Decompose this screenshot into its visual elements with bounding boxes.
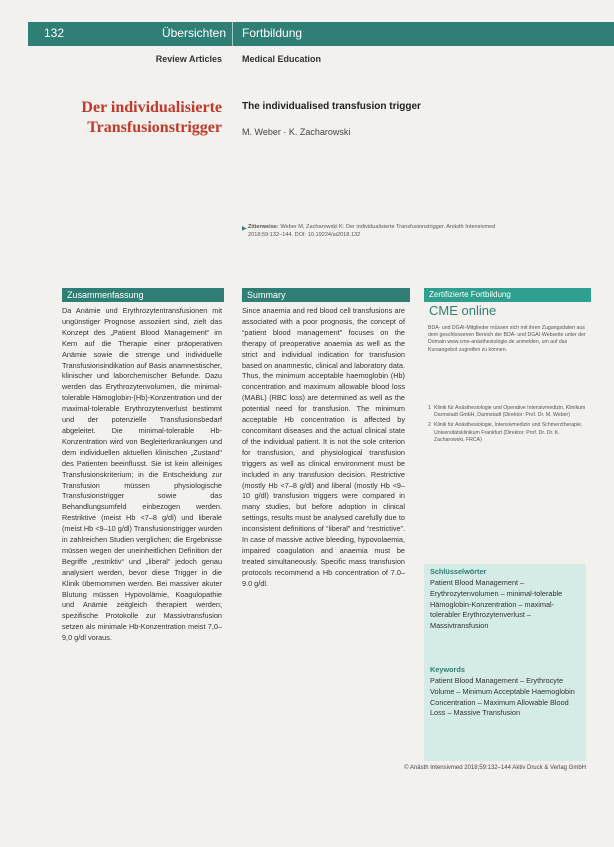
citation [248, 224, 510, 239]
header-divider [232, 22, 233, 46]
affiliation-item [428, 405, 586, 419]
cme-title: CME online [429, 303, 497, 318]
footer: © Anästh Intensivmed 2018;59:132–144 Aktiv Druck & Verlag GmbH [404, 765, 586, 771]
article-title-en: The individualised transfusion trigger [242, 101, 421, 112]
keywords-label-de: Schlüsselwörter [430, 567, 487, 576]
citation-label: Zitierweise: [248, 224, 279, 230]
cme-heading: Zertifizierte Fortbildung [424, 288, 591, 302]
affiliation-text: Klinik für Anästhesiologie, Intensivmedizin und Schmerztherapie, Universitätsklinikum Frankfurt (Direktor: Prof. Dr. Dr. K. Zacharowski, FRCA) [434, 422, 583, 443]
citation-text: Weber M, Zacharowski K: Der individualisierte Transfusionstrigger. Anästh Intensivmed 2018;59:132–144. DOI: 10.19224/ai2018.132 [248, 224, 496, 238]
affiliation-list [428, 405, 586, 447]
zusammenfassung-body: Da Anämie und Erythrozytentransfusionen mit ungünstiger Prognose assoziiert sind, zielt das Konzept des „Patient Blood Management“ im Kern auf die Therapie einer präoperativen Anämie sowie die strenge und individuelle Transfusionsindikation auf Basis anamnestischer, klinischer und laborchemischer Befunde. Dazu werden das Erythrozytenvolumen, die minimal-tolerable Hämoglobin-(Hb)-Konzentration und der maximal-tolerable Erythrozytenverlust bestimmt und der potenzielle Transfusionsbedarf abgeleitet. Die minimal-tolerable Hb-Konzentration wird von Begleiterkrankungen und dem individuellen aktuellen klinischen „Zustand“ des Patienten beeinflusst. Sie ist kein alleiniges Transfusionskriterium; in die Entscheidung zur Transfusion müssen physiologische Transfusionstrigger sowie das Behandlungsumfeld einbezogen werden. Restriktive (meist Hb <7–8 g/dl) und liberale (meist Hb <9–10 g/dl) Transfusionstrigger wurden in zahlreichen Studien verglichen; die Ergebnisse müssen wegen der uneinheitlichen Definition der Begriffe „restriktiv“ und „liberal“ jedoch genau analysiert werden, bevor diese Trigger in die Klinik übernommen werden. Bei massiver akuter Blutung müssen Hypovolämie, Koagulopathie und Anämie zeitgleich therapiert werden; spezifische Protokolle zur Massivtransfusion setzen als minimale Hb-Konzentration meist 7,0–9,0 g/dl voraus. [62, 306, 223, 643]
section-title-de: Übersichten [161, 26, 226, 40]
affiliation-number: 1 [428, 405, 431, 411]
section-title-en: Fortbildung [242, 26, 303, 40]
article-title-de: Der individualisierte Transfusionstrigger [81, 99, 222, 136]
keywords-de: Patient Blood Management – Erythrozytenvolumen – minimal-tolerable Hämoglobin-Konzentration – maximal-tolerabler Erythrozytenverlust – Massivtransfusion [430, 578, 563, 631]
affiliation-number: 2 [428, 422, 431, 429]
summary-heading: Summary [242, 288, 410, 302]
affiliation-item [428, 422, 586, 444]
affiliation-text: Klinik für Anästhesiologie und Operative Intensivmedizin, Klinikum Darmstadt GmbH, Darmstadt (Direktor: Prof. Dr. M. Weber) [434, 405, 586, 419]
keywords-label-en: Keywords [430, 665, 465, 674]
page-number: 132 [44, 26, 65, 40]
header-band [28, 22, 614, 46]
category-en: Medical Education [242, 54, 322, 64]
summary-body: Since anaemia and red blood cell transfusions are associated with a poor prognosis, the concept of “patient blood management” focuses on the therapy of preoperative anaemia as well as the strict and individual indication for transfusion based on anamnestic, clinical and laboratory data. Thus, the minimum acceptable haemoglobin (Hb) concentration and maximum allowable blood loss (MABL) (RBC loss) are determined as well as the potential need for transfusion. The minimum acceptable Hb concentration is affected by concomitant diseases and the actual clinical state of the individual patient. It is not the sole criterion for transfusion, and physiological transfusion triggers as well as clinical environment must be included in any transfusion decision. Restrictive (mostly Hb <7–8 g/dl) and liberal (mostly Hb <9–10 g/dl) transfusion triggers were compared in many studies, but before adoption in clinical settings, results must be analysed carefully due to inconsistent definitions of “liberal” and “restrictive”. In case of massive active bleeding, hypovolaemia, impaired coagulation and anaemia must be treated simultaneously. Specific mass transfusion protocols recommend a Hb concentration of 7.0–9.0 g/dl. [242, 306, 405, 588]
citation-arrow-icon: ▶ [242, 226, 247, 232]
category-de: Review Articles [155, 54, 222, 64]
zusammenfassung-heading: Zusammenfassung [62, 288, 224, 302]
cme-text: BDA- und DGAI-Mitglieder müssen sich mit ihren Zugangsdaten aus dem geschlossenen Bereich der BDA- und DGAI-Webseite unter der Domain www.cme-anästhesiologie.de anmelden, um auf das Kursangebot zugreifen zu können. [428, 325, 586, 353]
keywords-en: Patient Blood Management – Erythrocyte Volume – Minimum Acceptable Haemoglobin Concentration – Maximum Allowable Blood Loss – Massive Transfusion [430, 676, 575, 718]
authors: M. Weber · K. Zacharowski [242, 127, 351, 137]
